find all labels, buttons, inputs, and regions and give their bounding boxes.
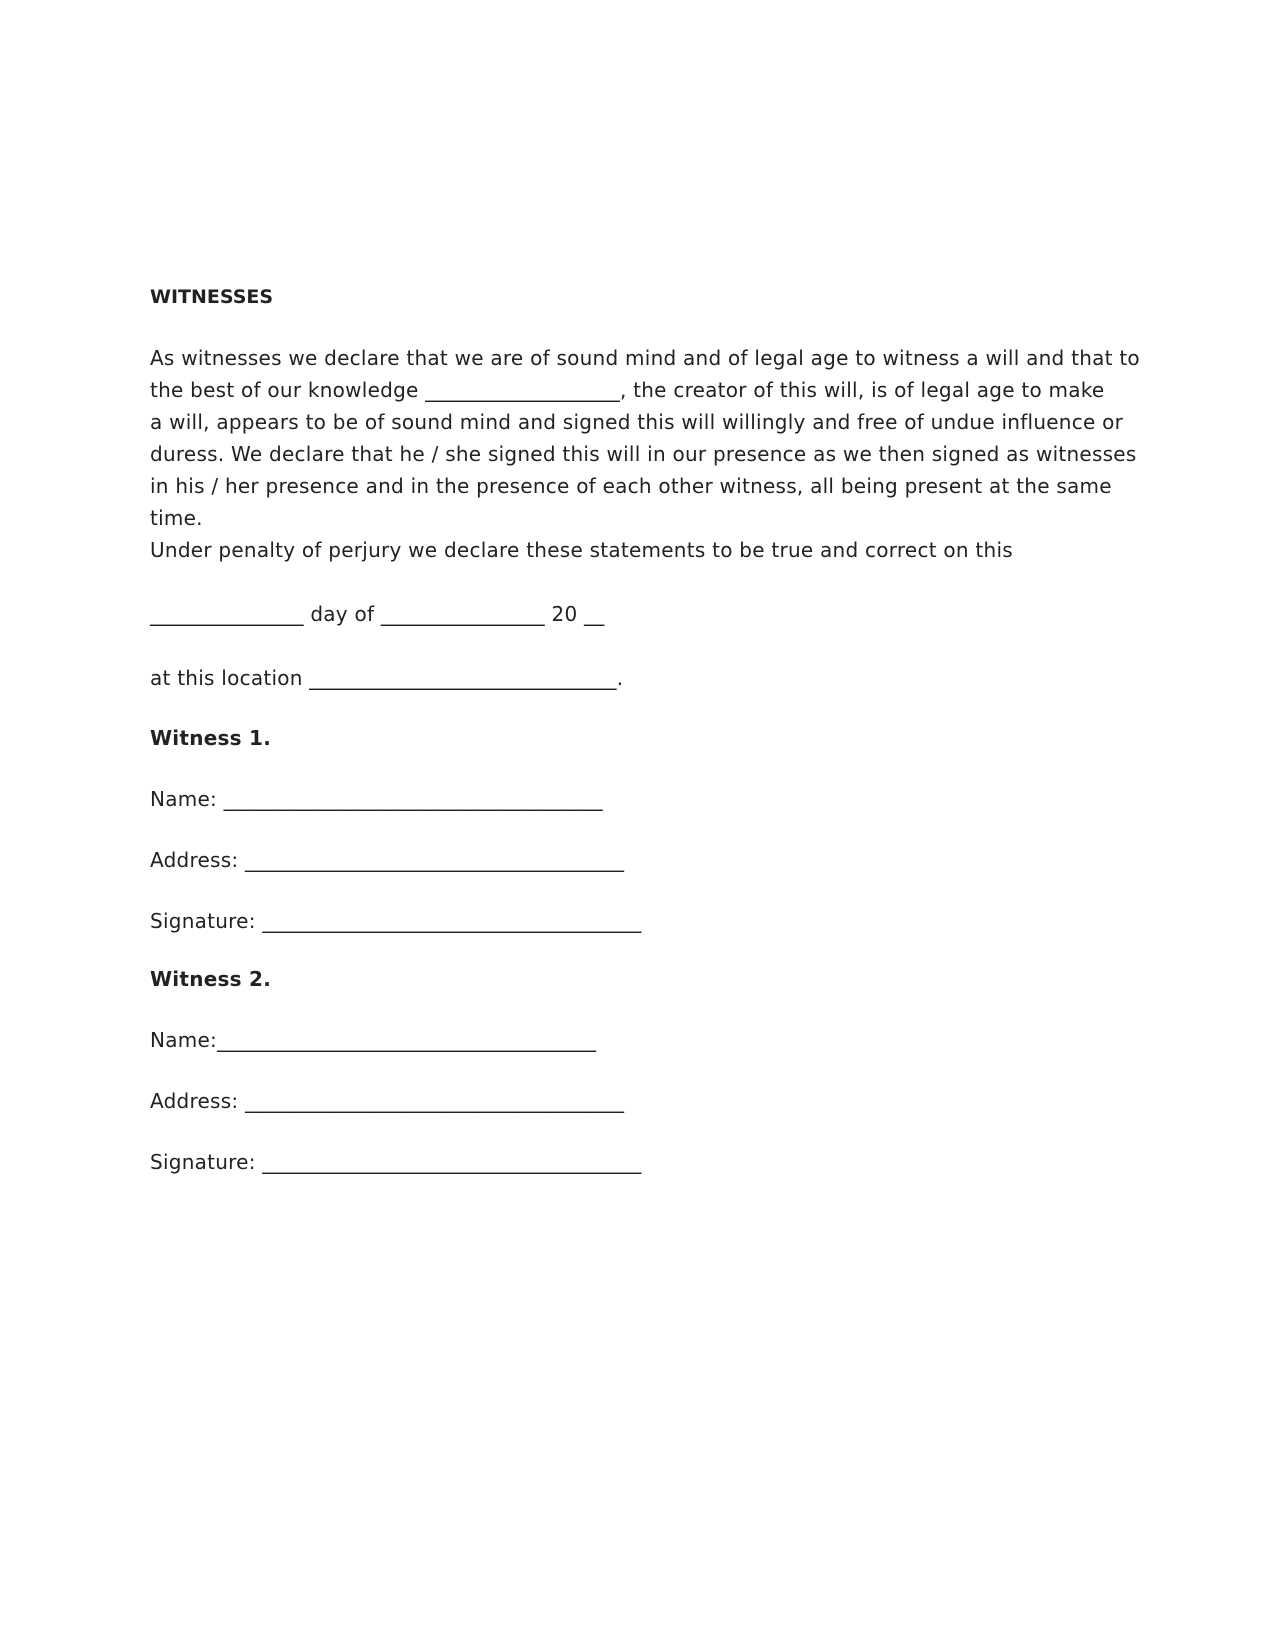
declaration-line: duress. We declare that he / she signed this will in our presence as we then signed as witnesses — [150, 442, 1137, 466]
declaration-line: the best of our knowledge ___________________, the creator of this will, is of legal age to make — [150, 378, 1105, 402]
date-blank-line: _______________ day of ________________ 20 __ — [150, 602, 605, 626]
declaration-line: time. — [150, 506, 203, 530]
penalty-statement: Under penalty of perjury we declare these statements to be true and correct on this — [150, 538, 1013, 562]
location-blank-line: at this location ______________________________. — [150, 666, 624, 690]
witness-1-signature-field: Signature: _____________________________________ — [150, 909, 642, 933]
witness-1-name-field: Name: _____________________________________ — [150, 787, 603, 811]
declaration-line: in his / her presence and in the presence of each other witness, all being present at the same — [150, 474, 1112, 498]
witness-1-address-field: Address: _____________________________________ — [150, 848, 625, 872]
document-content — [150, 283, 1140, 1176]
section-heading: WITNESSES — [150, 286, 274, 308]
witness-2-signature-field: Signature: _____________________________________ — [150, 1150, 642, 1174]
witness-1-heading: Witness 1. — [150, 726, 272, 750]
declaration-line: a will, appears to be of sound mind and signed this will willingly and free of undue influence or — [150, 410, 1124, 434]
declaration-paragraph — [150, 342, 1140, 566]
witness-2-address-field: Address: _____________________________________ — [150, 1089, 625, 1113]
declaration-line: As witnesses we declare that we are of sound mind and of legal age to witness a will and that to — [150, 346, 1140, 370]
witness-2-name-field: Name:_____________________________________ — [150, 1028, 597, 1052]
witness-2-heading: Witness 2. — [150, 967, 272, 991]
